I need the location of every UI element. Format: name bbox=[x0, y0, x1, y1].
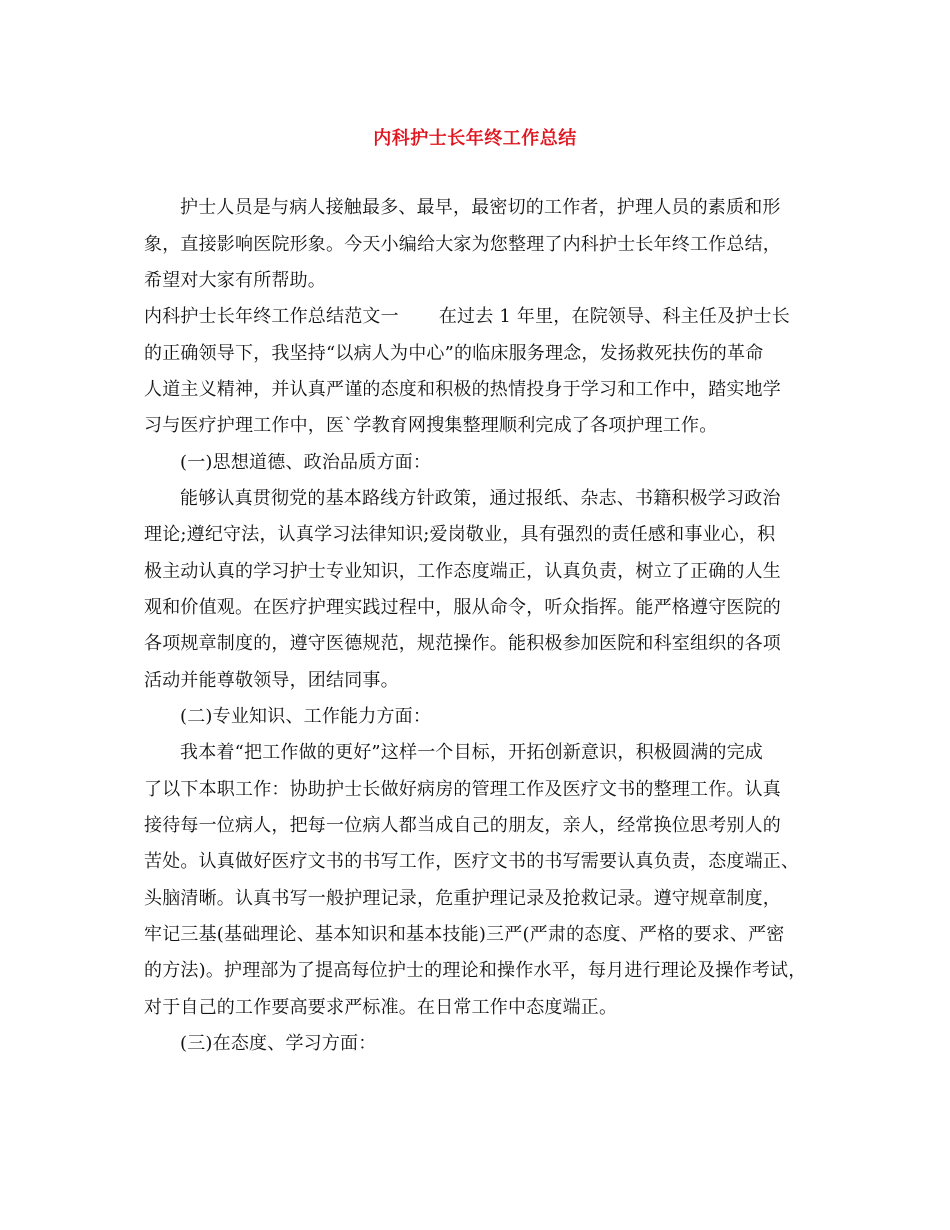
section-heading-3: (三)在态度、学习方面： bbox=[180, 1033, 377, 1054]
body-line: 头脑清晰。认真书写一般护理记录，危重护理记录及抢救记录。遵守规章制度， bbox=[144, 888, 781, 909]
sample-heading-line bbox=[144, 305, 790, 329]
body-line: 的正确领导下，我坚持“以病人为中心”的临床服务理念，发扬救死扶伤的革命 bbox=[144, 343, 764, 364]
section-heading-2: (二)专业知识、工作能力方面： bbox=[180, 706, 432, 727]
document-title: 内科护士长年终工作总结 bbox=[373, 128, 577, 149]
intro-line-1: 护士人员是与病人接触最多、最早，最密切的工作者，护理人员的素质和形 bbox=[180, 197, 781, 218]
sample-heading: 内科护士长年终工作总结范文一 bbox=[144, 306, 399, 327]
body-line: 各项规章制度的，遵守医德规范，规范操作。能积极参加医院和科室组织的各项 bbox=[144, 633, 781, 654]
body-line: 活动并能尊敬领导，团结同事。 bbox=[144, 670, 399, 691]
body-line: 了以下本职工作：协助护士长做好病房的管理工作及医疗文书的整理工作。认真 bbox=[144, 779, 781, 800]
body-line: 习与医疗护理工作中，医`学教育网搜集整理顺利完成了各项护理工作。 bbox=[144, 415, 718, 436]
intro-line-3: 希望对大家有所帮助。 bbox=[144, 270, 326, 291]
body-line: 观和价值观。在医疗护理实践过程中，服从命令，听众指挥。能严格遵守医院的 bbox=[144, 597, 781, 618]
body-line: 理论;遵纪守法，认真学习法律知识;爱岗敬业，具有强烈的责任感和事业心，积 bbox=[144, 524, 776, 545]
section-heading-1: (一)思想道德、政治品质方面： bbox=[180, 452, 432, 473]
body-line: 苦处。认真做好医疗文书的书写工作，医疗文书的书写需要认真负责，态度端正、 bbox=[144, 851, 800, 872]
intro-line-2: 象，直接影响医院形象。今天小编给大家为您整理了内科护士长年终工作总结， bbox=[144, 234, 781, 255]
body-line-0: 在过去 1 年里，在院领导、科主任及护士长 bbox=[438, 306, 790, 327]
body-line: 极主动认真的学习护士专业知识，工作态度端正，认真负责，树立了正确的人生 bbox=[144, 561, 781, 582]
body-line: 对于自己的工作要高要求严标准。在日常工作中态度端正。 bbox=[144, 997, 618, 1018]
body-line: 我本着“把工作做的更好”这样一个目标，开拓创新意识，积极圆满的完成 bbox=[180, 742, 764, 763]
body-line: 牢记三基(基础理论、基本知识和基本技能)三严(严肃的态度、严格的要求、严密 bbox=[144, 924, 785, 945]
body-line: 的方法)。护理部为了提高每位护士的理论和操作水平，每月进行理论及操作考试， bbox=[144, 960, 807, 981]
body-line: 人道主义精神，并认真严谨的态度和积极的热情投身于学习和工作中，踏实地学 bbox=[144, 379, 781, 400]
body-line: 接待每一位病人，把每一位病人都当成自己的朋友，亲人，经常换位思考别人的 bbox=[144, 815, 781, 836]
body-line: 能够认真贯彻党的基本路线方针政策，通过报纸、杂志、书籍积极学习政治 bbox=[180, 488, 781, 509]
